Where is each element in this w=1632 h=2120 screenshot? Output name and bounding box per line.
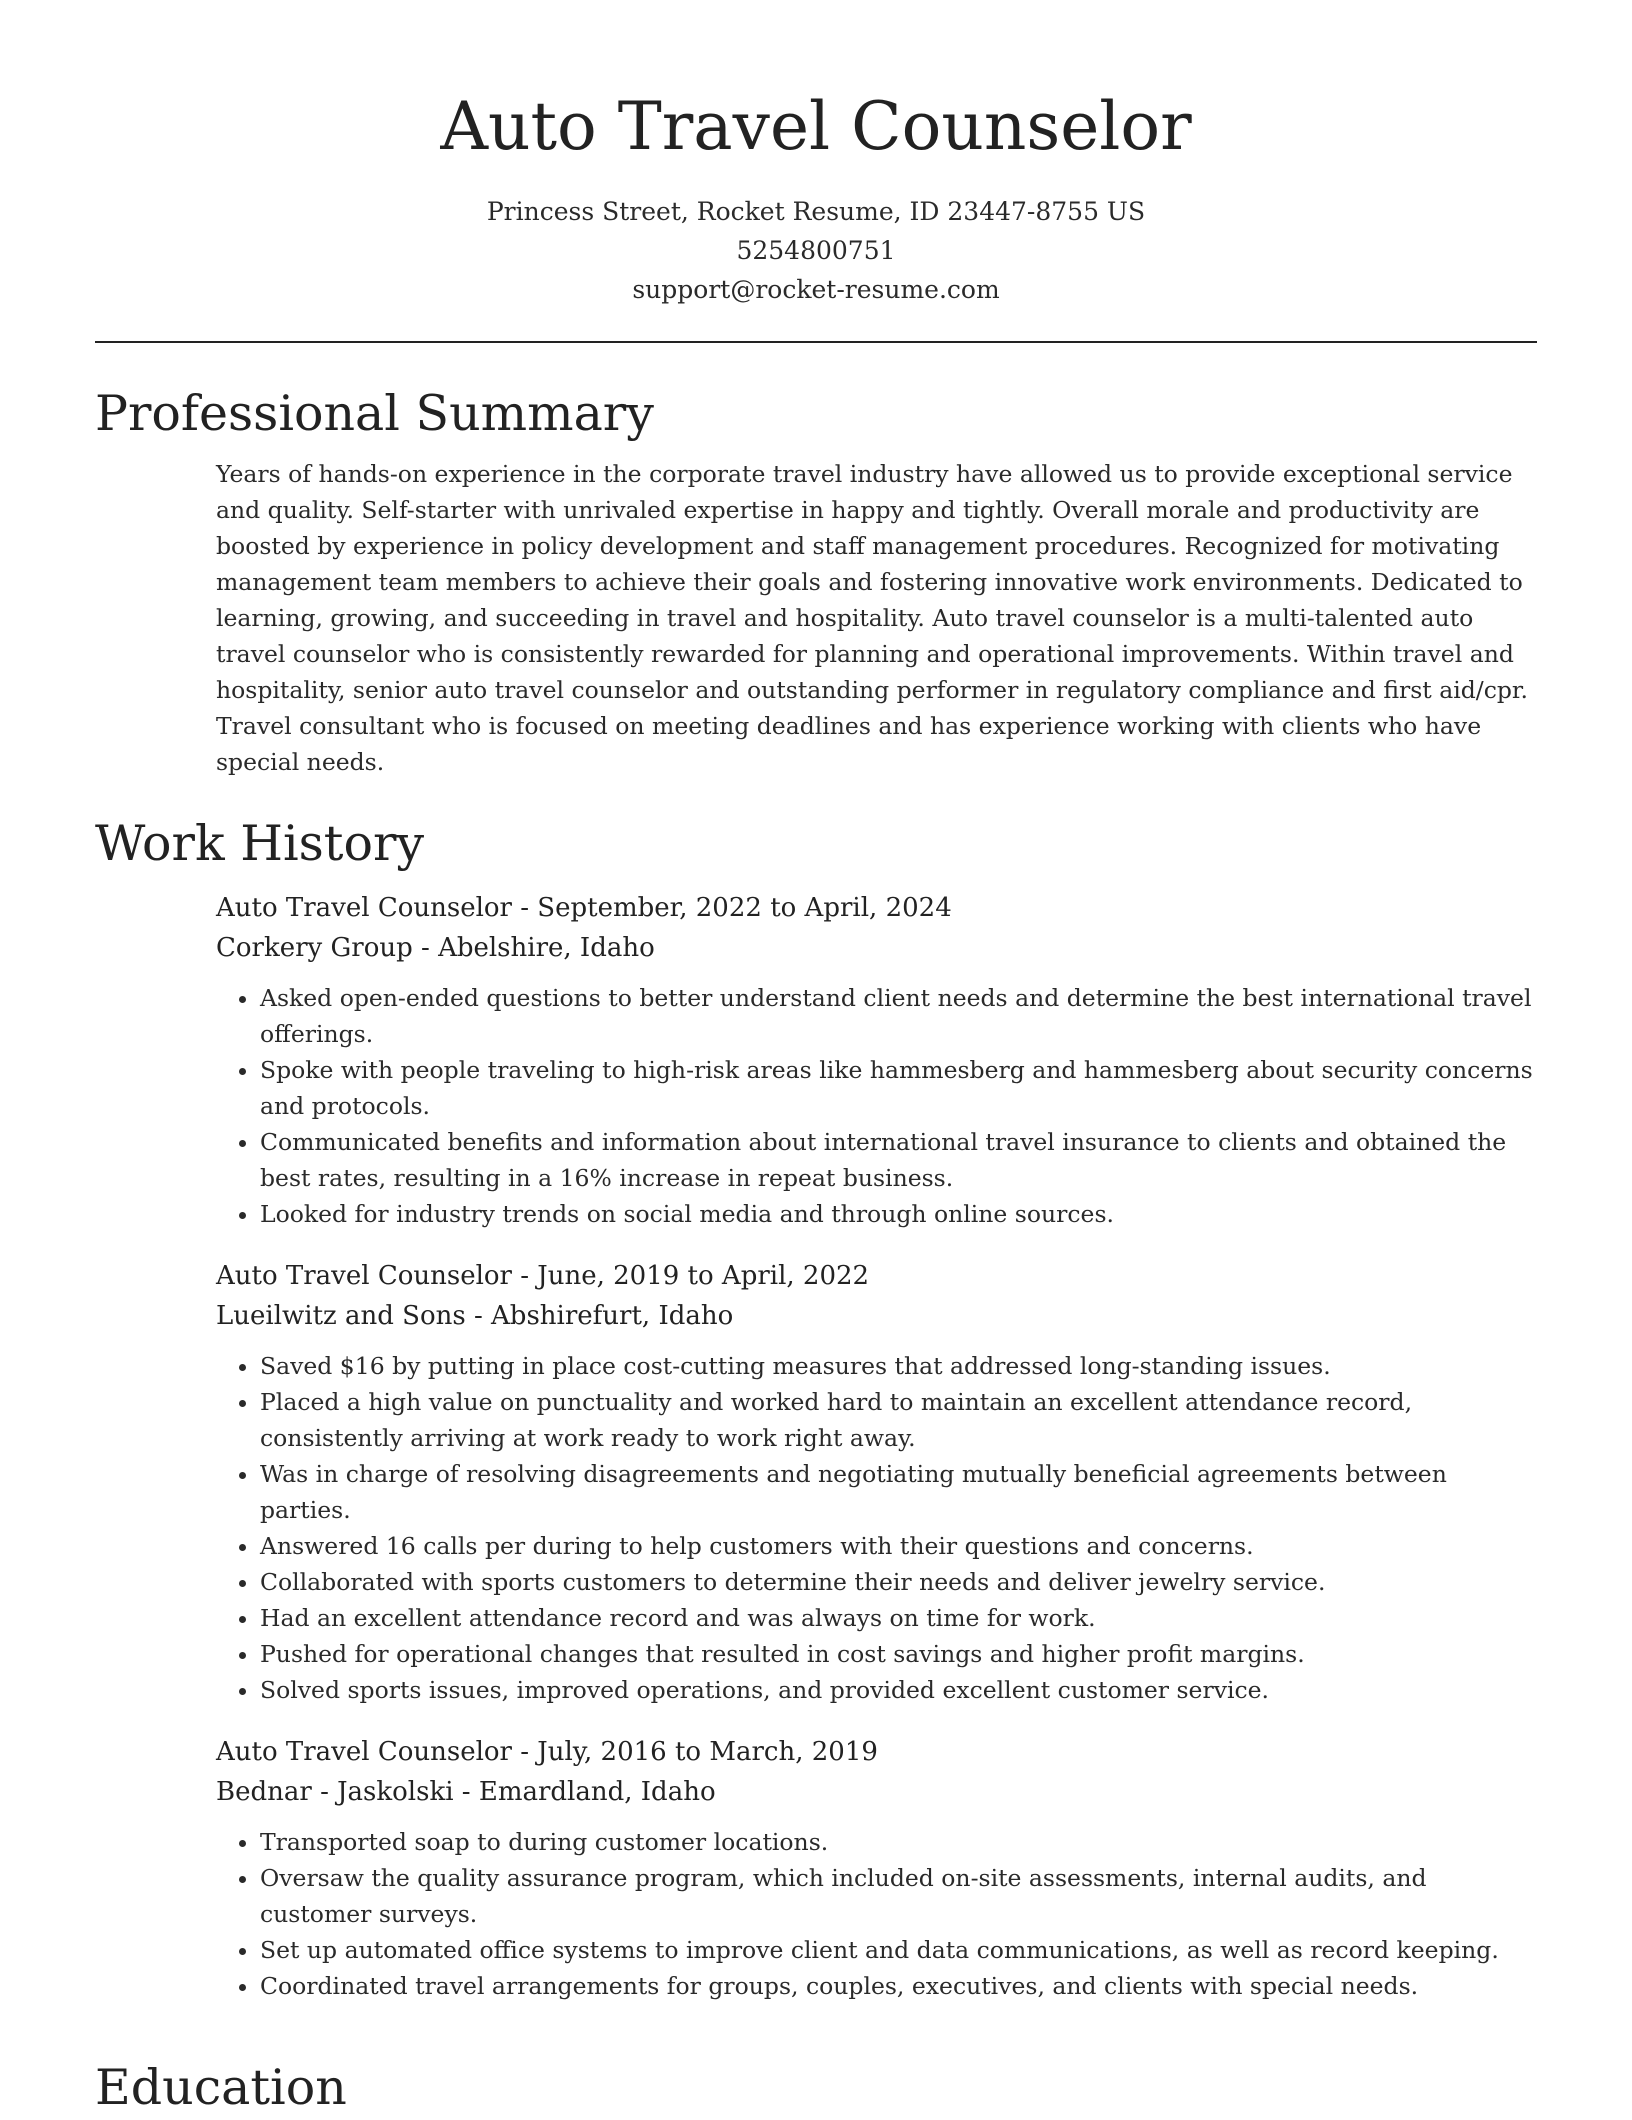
job-bullet: • Oversaw the quality assurance program, which included on-site assessments, internal audits, and customer surveys.: [260, 1860, 1537, 1932]
job-role: Auto Travel Counselor: [216, 1261, 512, 1291]
job-bullet: • Saved $16 by putting in place cost-cutting measures that addressed long-standing issues.: [260, 1348, 1537, 1384]
education-section: [95, 2056, 1537, 2120]
job-bullet: • Solved sports issues, improved operations, and provided excellent customer service.: [260, 1672, 1537, 1708]
job-entry: [216, 888, 1537, 1232]
job-bullet: • Set up automated office systems to improve client and data communications, as well as record keeping.: [260, 1932, 1537, 1968]
job-company: Corkery Group: [216, 933, 413, 963]
job-company-line: [216, 1296, 1537, 1336]
job-bullet: • Placed a high value on punctuality and worked hard to maintain an excellent attendance record, consistently arriving at work ready to work right away.: [260, 1384, 1537, 1456]
job-bullet: • Coordinated travel arrangements for groups, couples, executives, and clients with special needs.: [260, 1968, 1537, 2004]
header-divider: [95, 341, 1537, 343]
job-bullet: • Asked open-ended questions to better understand client needs and determine the best international travel offerings.: [260, 980, 1537, 1052]
job-bullets: [216, 980, 1537, 1232]
work-history-title: Work History: [95, 815, 425, 872]
job-role: Auto Travel Counselor: [216, 893, 512, 923]
job-dates: - July, 2016 to March, 2019: [511, 1737, 878, 1767]
job-entry: [216, 1256, 1537, 1708]
contact-block: [0, 192, 1632, 309]
job-dates: - June, 2019 to April, 2022: [511, 1261, 870, 1291]
summary-title: Professional Summary: [95, 385, 654, 442]
job-title-line: [216, 1256, 1537, 1296]
job-company: Lueilwitz and Sons: [216, 1301, 466, 1331]
job-dates: - September, 2022 to April, 2024: [511, 893, 952, 923]
candidate-name: Auto Travel Counselor: [440, 88, 1192, 165]
job-location: - Emardland, Idaho: [453, 1777, 716, 1807]
job-bullets: [216, 1348, 1537, 1708]
job-role: Auto Travel Counselor: [216, 1737, 512, 1767]
job-location: - Abshirefurt, Idaho: [465, 1301, 734, 1331]
job-bullet: • Spoke with people traveling to high-risk areas like hammesberg and hammesberg about security concerns and protocols.: [260, 1052, 1537, 1124]
job-bullet: • Communicated benefits and information about international travel insurance to clients and obtained the best rates, resulting in a 16% increase in repeat business.: [260, 1124, 1537, 1196]
job-bullet: • Was in charge of resolving disagreements and negotiating mutually beneficial agreements between parties.: [260, 1456, 1537, 1528]
job-location: - Abelshire, Idaho: [412, 933, 655, 963]
job-company-line: [216, 928, 1537, 968]
job-bullet: • Had an excellent attendance record and was always on time for work.: [260, 1600, 1537, 1636]
job-title-line: [216, 888, 1537, 928]
summary-text: Years of hands-on experience in the corporate travel industry have allowed us to provide exceptional service and quality. Self-starter with unrivaled expertise in happy and tightly. Overall morale and productivity are boosted by experience in policy development and staff management procedures. Recognized for motivating management team members to achieve their goals and fostering innovative work environments. Dedicated to learning, growing, and succeeding in travel and hospitality. Auto travel counselor is a multi-talented auto travel counselor who is consistently rewarded for planning and operational improvements. Within travel and hospitality, senior auto travel counselor and outstanding performer in regulatory compliance and first aid/cpr. Travel consultant who is focused on meeting deadlines and has experience working with clients who have special needs.: [216, 460, 1529, 776]
phone-text: 5254800751: [736, 236, 896, 265]
address-text: Princess Street, Rocket Resume, ID 23447-8755 US: [486, 197, 1146, 226]
work-history-section: [95, 812, 1537, 2028]
job-entry: [216, 1732, 1537, 2004]
job-bullet: • Collaborated with sports customers to determine their needs and deliver jewelry service.: [260, 1564, 1537, 1600]
summary-section: [95, 382, 1537, 780]
job-title-line: [216, 1732, 1537, 1772]
resume-header: [0, 0, 1632, 309]
job-bullet: • Transported soap to during customer locations.: [260, 1824, 1537, 1860]
job-bullet: • Looked for industry trends on social media and through online sources.: [260, 1196, 1537, 1232]
job-company-line: [216, 1772, 1537, 1812]
job-bullet: • Pushed for operational changes that resulted in cost savings and higher profit margins.: [260, 1636, 1537, 1672]
job-bullets: [216, 1824, 1537, 2004]
job-company: Bednar - Jaskolski: [216, 1777, 454, 1807]
email-text: support@rocket-resume.com: [632, 275, 1000, 304]
job-bullet: • Answered 16 calls per during to help customers with their questions and concerns.: [260, 1528, 1537, 1564]
education-title: Education: [95, 2059, 347, 2116]
